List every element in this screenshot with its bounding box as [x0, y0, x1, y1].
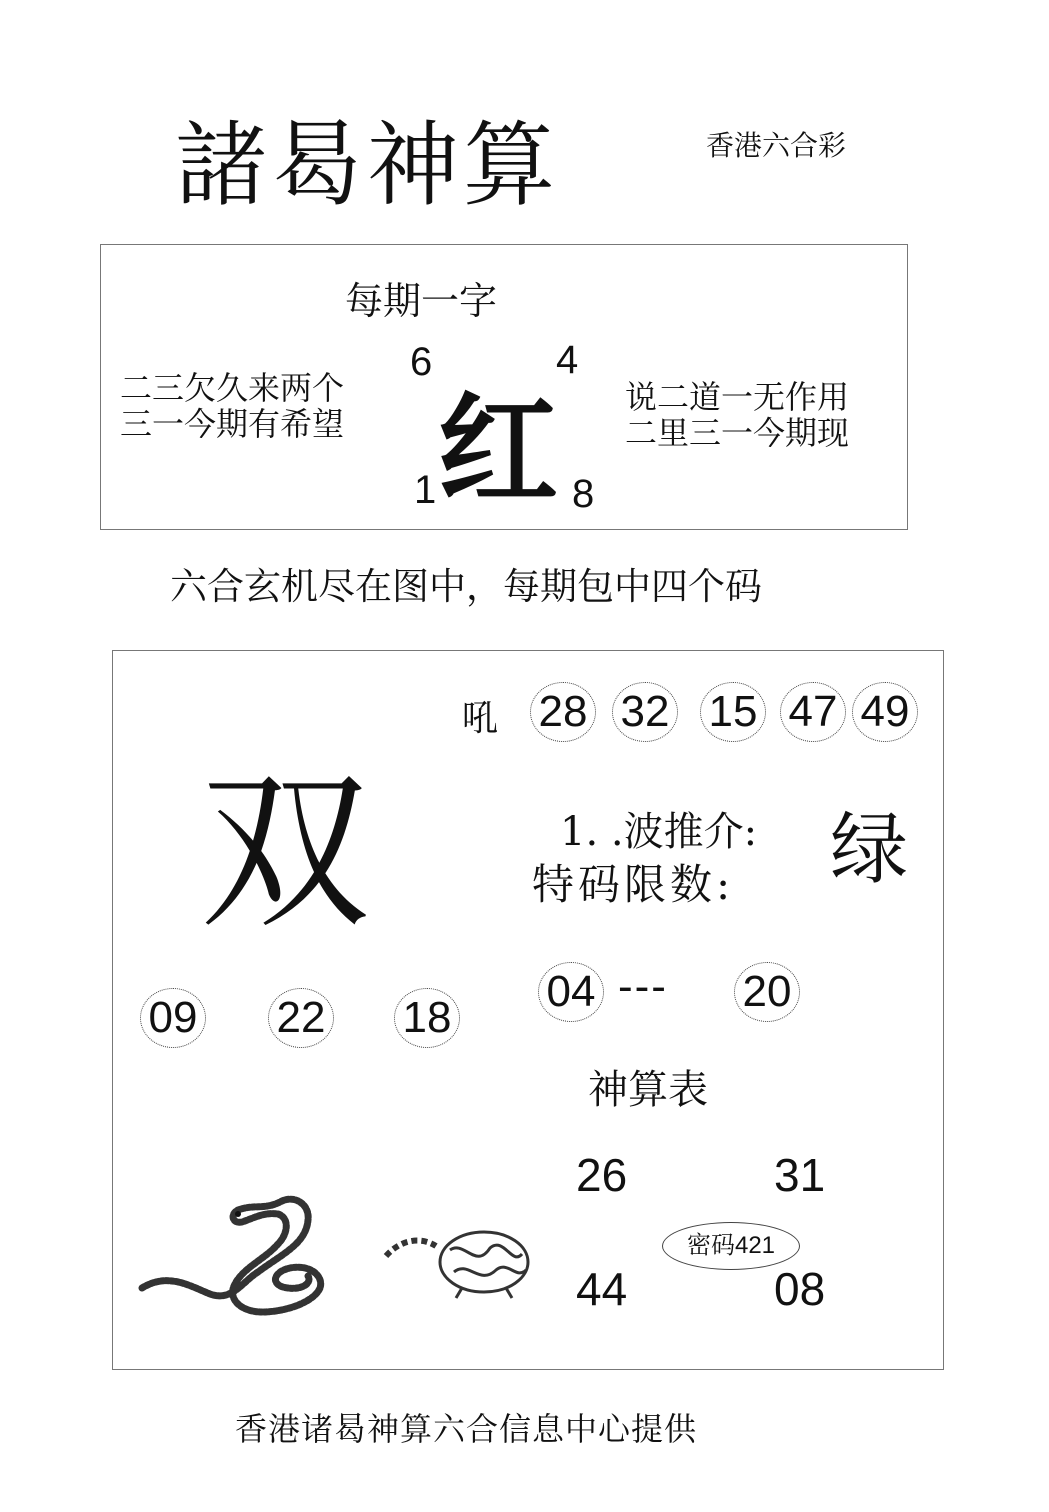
- corner-number-top-right: 4: [556, 338, 579, 382]
- per-issue-heading: 每期一字: [345, 279, 498, 323]
- table-number: 31: [774, 1149, 826, 1201]
- range-separator: ---: [618, 962, 668, 1011]
- password-badge: 密码421: [662, 1222, 800, 1270]
- range-end: 20: [734, 962, 800, 1022]
- circled-number: 09: [140, 988, 206, 1048]
- table-label: 神算表: [588, 1067, 708, 1113]
- wave-color-green: 绿: [830, 805, 909, 895]
- hou-number: 49: [852, 682, 918, 742]
- page-title: 諸曷神算: [175, 112, 560, 219]
- big-character-shuang: 双: [200, 754, 371, 952]
- circled-number: 18: [394, 988, 460, 1048]
- hou-number: 15: [700, 682, 766, 742]
- wave-recommend-label: 1. .波推介:: [560, 809, 758, 855]
- hou-number: 32: [612, 682, 678, 742]
- poem-right-line: 说二道一无作用: [625, 378, 850, 416]
- page-subtitle: 香港六合彩: [706, 129, 847, 162]
- poem-left-line: 三一今期有希望: [120, 405, 345, 443]
- table-number: 44: [576, 1263, 628, 1315]
- featured-character: 红: [438, 384, 558, 518]
- poem-left-line: 二三欠久来两个: [120, 369, 345, 407]
- table-number: 08: [774, 1263, 826, 1315]
- hou-number: 47: [780, 682, 846, 742]
- table-number: 26: [576, 1149, 628, 1201]
- snake-icon: [138, 1190, 338, 1320]
- corner-number-bottom-right: 8: [572, 472, 595, 516]
- poem-right: [625, 379, 849, 451]
- poem-right-line: 二里三一今期现: [625, 414, 850, 452]
- corner-number-top-left: 6: [410, 340, 433, 384]
- tagline: 六合玄机尽在图中，每期包中四个码: [170, 565, 762, 608]
- hou-label: 吼: [462, 697, 499, 738]
- corner-number-bottom-left: 1: [414, 468, 437, 512]
- tiger-icon: [380, 1220, 540, 1300]
- range-start: 04: [538, 962, 604, 1022]
- circled-number: 22: [268, 988, 334, 1048]
- footer-credit: 香港诸曷神算六合信息中心提供: [235, 1410, 698, 1448]
- hou-number: 28: [530, 682, 596, 742]
- special-code-label: 特码限数:: [532, 860, 735, 909]
- poem-left: [120, 370, 344, 442]
